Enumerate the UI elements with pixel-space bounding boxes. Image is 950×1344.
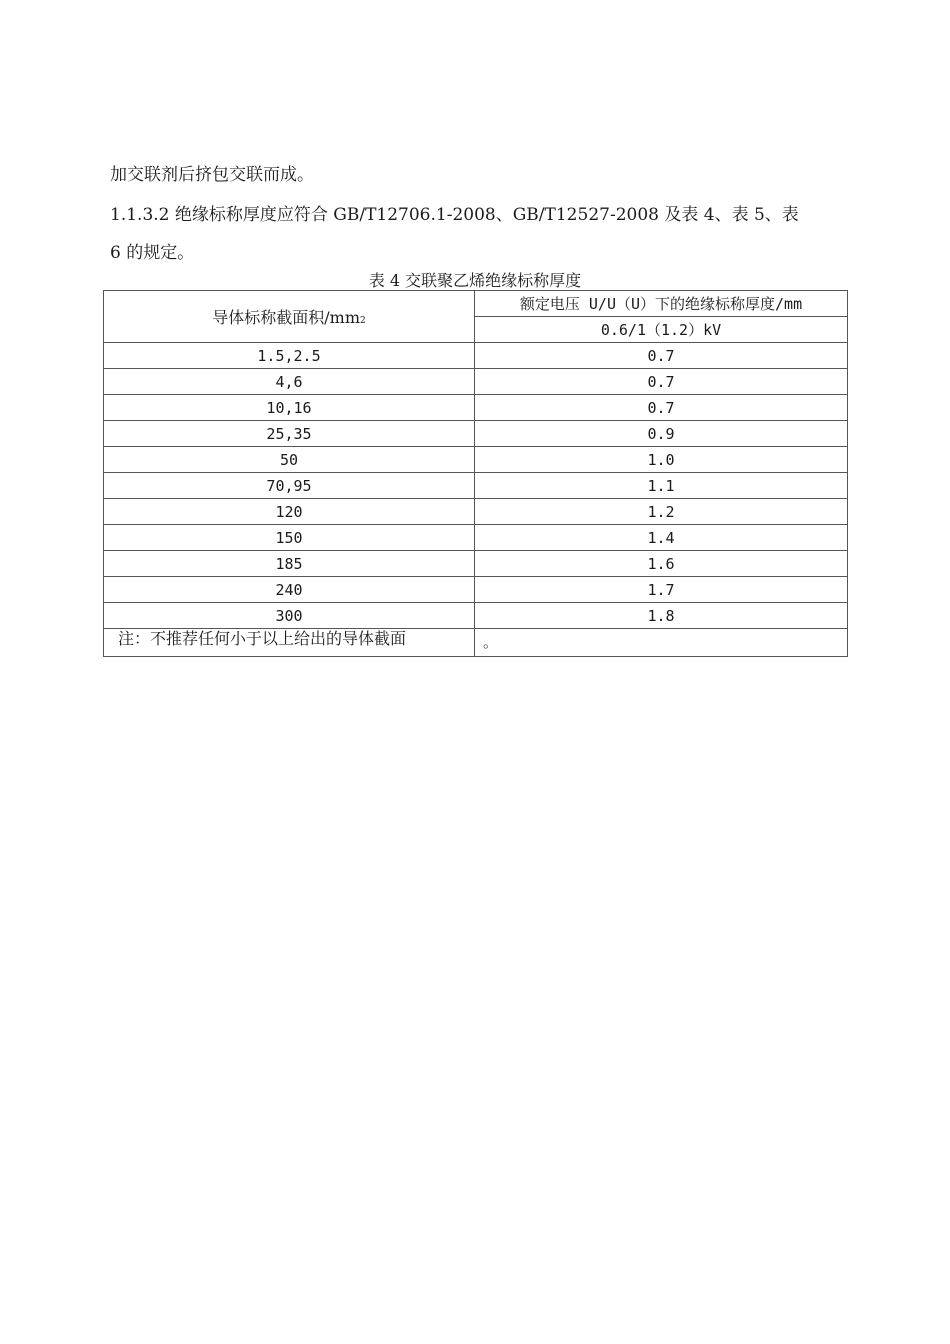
table-row bbox=[104, 343, 848, 369]
cell-conductor-section: 300 bbox=[104, 603, 475, 629]
cell-insulation-thickness: 1.8 bbox=[475, 603, 848, 629]
cell-conductor-section: 120 bbox=[104, 499, 475, 525]
cell-insulation-thickness: 0.7 bbox=[475, 395, 848, 421]
table-row bbox=[104, 447, 848, 473]
paragraph-clause-end: 6 的规定。 bbox=[110, 243, 195, 263]
table-note-row bbox=[104, 629, 848, 657]
cell-insulation-thickness: 1.1 bbox=[475, 473, 848, 499]
header-rated-voltage: 额定电压 U/U（U）下的绝缘标称厚度/mm bbox=[475, 291, 848, 317]
table-header-row bbox=[104, 291, 848, 317]
header-voltage-value: 0.6/1（1.2）kV bbox=[475, 317, 848, 343]
cell-insulation-thickness: 1.0 bbox=[475, 447, 848, 473]
cell-insulation-thickness: 1.6 bbox=[475, 551, 848, 577]
insulation-thickness-table bbox=[103, 290, 848, 657]
cell-conductor-section: 1.5,2.5 bbox=[104, 343, 475, 369]
cell-conductor-section: 70,95 bbox=[104, 473, 475, 499]
paragraph-clause: 1.1.3.2 绝缘标称厚度应符合 GB/T12706.1-2008、GB/T12527-2008 及表 4、表 5、表 bbox=[110, 205, 799, 225]
cell-insulation-thickness: 1.4 bbox=[475, 525, 848, 551]
table-note: 注：不推荐任何小于以上给出的导体截面 bbox=[104, 629, 475, 657]
cell-conductor-section: 50 bbox=[104, 447, 475, 473]
cell-insulation-thickness: 0.9 bbox=[475, 421, 848, 447]
table-caption: 表 4 交联聚乙烯绝缘标称厚度 bbox=[368, 271, 582, 290]
table-row bbox=[104, 603, 848, 629]
cell-insulation-thickness: 0.7 bbox=[475, 369, 848, 395]
cell-conductor-section: 10,16 bbox=[104, 395, 475, 421]
cell-conductor-section: 4,6 bbox=[104, 369, 475, 395]
cell-insulation-thickness: 1.7 bbox=[475, 577, 848, 603]
paragraph-continuation: 加交联剂后挤包交联而成。 bbox=[110, 165, 314, 185]
table-row bbox=[104, 499, 848, 525]
header-unit-superscript: 2 bbox=[360, 316, 366, 326]
table-row bbox=[104, 551, 848, 577]
cell-conductor-section: 150 bbox=[104, 525, 475, 551]
table-row bbox=[104, 473, 848, 499]
cell-conductor-section: 25,35 bbox=[104, 421, 475, 447]
cell-conductor-section: 240 bbox=[104, 577, 475, 603]
cell-insulation-thickness: 0.7 bbox=[475, 343, 848, 369]
cell-conductor-section: 185 bbox=[104, 551, 475, 577]
header-conductor-section-label: 导体标称截面积/mm bbox=[212, 308, 360, 327]
cell-insulation-thickness: 1.2 bbox=[475, 499, 848, 525]
table-row bbox=[104, 421, 848, 447]
table-row bbox=[104, 525, 848, 551]
table-row bbox=[104, 395, 848, 421]
table-row bbox=[104, 577, 848, 603]
header-conductor-section bbox=[104, 291, 475, 343]
table-row bbox=[104, 369, 848, 395]
table-note-end: 。 bbox=[475, 629, 848, 657]
